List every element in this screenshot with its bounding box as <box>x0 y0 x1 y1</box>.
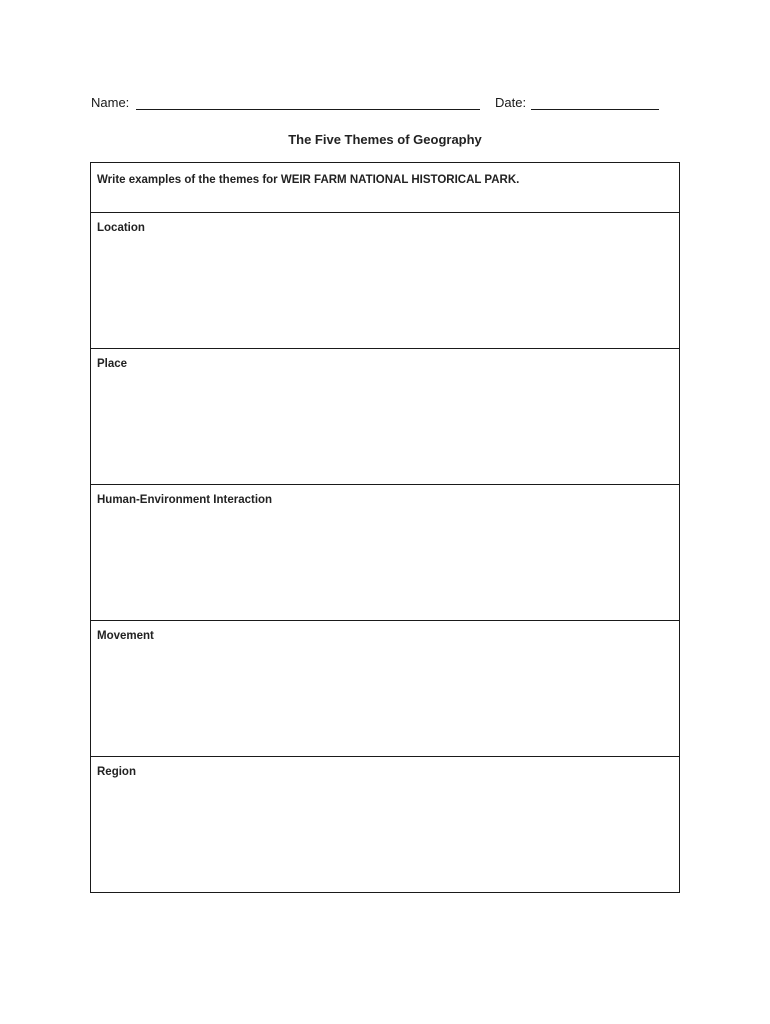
themes-table <box>90 162 680 893</box>
theme-label: Place <box>97 358 128 370</box>
date-field[interactable] <box>531 109 659 110</box>
instruction-row <box>91 163 679 213</box>
theme-row-location[interactable] <box>91 213 679 349</box>
theme-label: Human-Environment Interaction <box>97 494 273 506</box>
theme-label: Location <box>97 222 145 234</box>
instruction-text: Write examples of the themes for WEIR FARM NATIONAL HISTORICAL PARK. <box>97 174 520 186</box>
theme-row-movement[interactable] <box>91 621 679 757</box>
theme-label: Movement <box>97 630 154 642</box>
theme-label: Region <box>97 766 136 778</box>
theme-row-place[interactable] <box>91 349 679 485</box>
header-line <box>91 93 681 113</box>
date-label: Date: <box>495 95 527 110</box>
page-title: The Five Themes of Geography <box>288 132 482 147</box>
theme-row-human-environment-interaction[interactable] <box>91 485 679 621</box>
name-label: Name: <box>91 95 130 110</box>
name-field[interactable] <box>136 109 480 110</box>
theme-row-region[interactable] <box>91 757 679 892</box>
